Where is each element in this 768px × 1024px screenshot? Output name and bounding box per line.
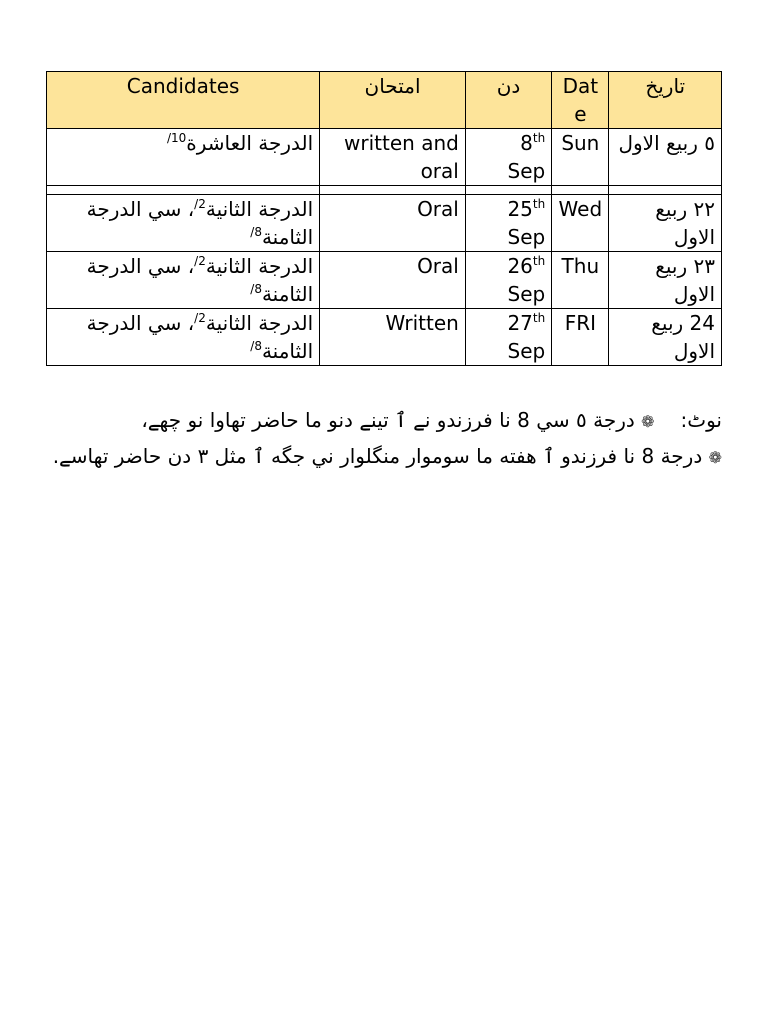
table-row: [47, 309, 722, 366]
day-month: Sep: [507, 159, 546, 183]
flower-bullet-icon: ❁: [641, 412, 655, 431]
header-day: دن: [465, 72, 551, 129]
cell-candidates: [47, 195, 320, 252]
cell-exam-type: written and oral: [320, 129, 466, 186]
note-text-1: درجة ٥ سي 8 نا فرزندو نے ٱ تينے دنو ما حاضر تهاوا نو چهے،: [141, 408, 635, 432]
candidate-separator: ، سي: [147, 311, 195, 335]
cell-candidates: [47, 309, 320, 366]
cell-exam-type: Oral: [320, 195, 466, 252]
grade-superscript: 2/: [194, 197, 206, 211]
grade-superscript: 8/: [250, 225, 262, 239]
note-paragraph-2: [46, 441, 722, 473]
day-ordinal-suffix: th: [532, 197, 546, 211]
grade-superscript: 8/: [250, 339, 262, 353]
cell-exam-type: Oral: [320, 252, 466, 309]
table-row: [47, 129, 722, 186]
note-text-2: درجة 8 نا فرزندو ٱ هفته ما سوموار منگلوار ني جگه ٱ مثل ٣ دن حاضر تهاسے.: [52, 444, 703, 468]
candidate-grade: الدرجة الثامنة: [86, 311, 314, 363]
day-number: 8: [520, 131, 533, 155]
note-paragraph-1: [46, 405, 722, 437]
cell-candidates: [47, 252, 320, 309]
cell-weekday: Sun: [552, 129, 609, 186]
candidate-grade: الدرجة الثانية: [205, 254, 314, 278]
candidate-grade: الدرجة الثامنة: [86, 254, 314, 306]
candidate-grade: الدرجة الثانية: [205, 311, 314, 335]
day-month: Sep: [507, 225, 546, 249]
day-month: Sep: [507, 339, 546, 363]
exam-schedule-table: [46, 71, 722, 366]
candidate-grade: الدرجة الثانية: [205, 197, 314, 221]
day-number: 27: [507, 311, 533, 335]
grade-superscript: 8/: [250, 282, 262, 296]
cell-hijri-date: 24 ربيع الاول: [609, 309, 722, 366]
header-candidates: Candidates: [47, 72, 320, 129]
cell-hijri-date: ٥ ربيع الاول: [609, 129, 722, 186]
candidate-separator: ، سي: [147, 254, 195, 278]
flower-bullet-icon: ❁: [708, 448, 722, 467]
day-number: 26: [507, 254, 533, 278]
table-row: [47, 252, 722, 309]
cell-weekday: FRI: [552, 309, 609, 366]
header-date: Date: [552, 72, 609, 129]
candidate-grade: الدرجة العاشرة: [186, 131, 314, 155]
candidate-separator: ، سي: [147, 197, 195, 221]
candidate-grade: الدرجة الثامنة: [86, 197, 314, 249]
table-spacer-row: [47, 186, 722, 195]
notes-label: نوٹ:: [680, 408, 722, 432]
grade-superscript: 10/: [166, 131, 187, 145]
cell-hijri-date: ٢٣ ربيع الاول: [609, 252, 722, 309]
header-exam: امتحان: [320, 72, 466, 129]
cell-day: [465, 252, 551, 309]
day-number: 25: [507, 197, 533, 221]
header-hijri-date: تاريخ: [609, 72, 722, 129]
table-header-row: [47, 72, 722, 129]
notes-section: [46, 405, 722, 477]
cell-day: [465, 309, 551, 366]
cell-day: [465, 195, 551, 252]
cell-weekday: Thu: [552, 252, 609, 309]
cell-hijri-date: ٢٢ ربيع الاول: [609, 195, 722, 252]
grade-superscript: 2/: [194, 311, 206, 325]
table-row: [47, 195, 722, 252]
cell-candidates: [47, 129, 320, 186]
day-month: Sep: [507, 282, 546, 306]
day-ordinal-suffix: th: [532, 131, 546, 145]
day-ordinal-suffix: th: [532, 254, 546, 268]
day-ordinal-suffix: th: [532, 311, 546, 325]
cell-day: [465, 129, 551, 186]
cell-exam-type: Written: [320, 309, 466, 366]
cell-weekday: Wed: [552, 195, 609, 252]
grade-superscript: 2/: [194, 254, 206, 268]
